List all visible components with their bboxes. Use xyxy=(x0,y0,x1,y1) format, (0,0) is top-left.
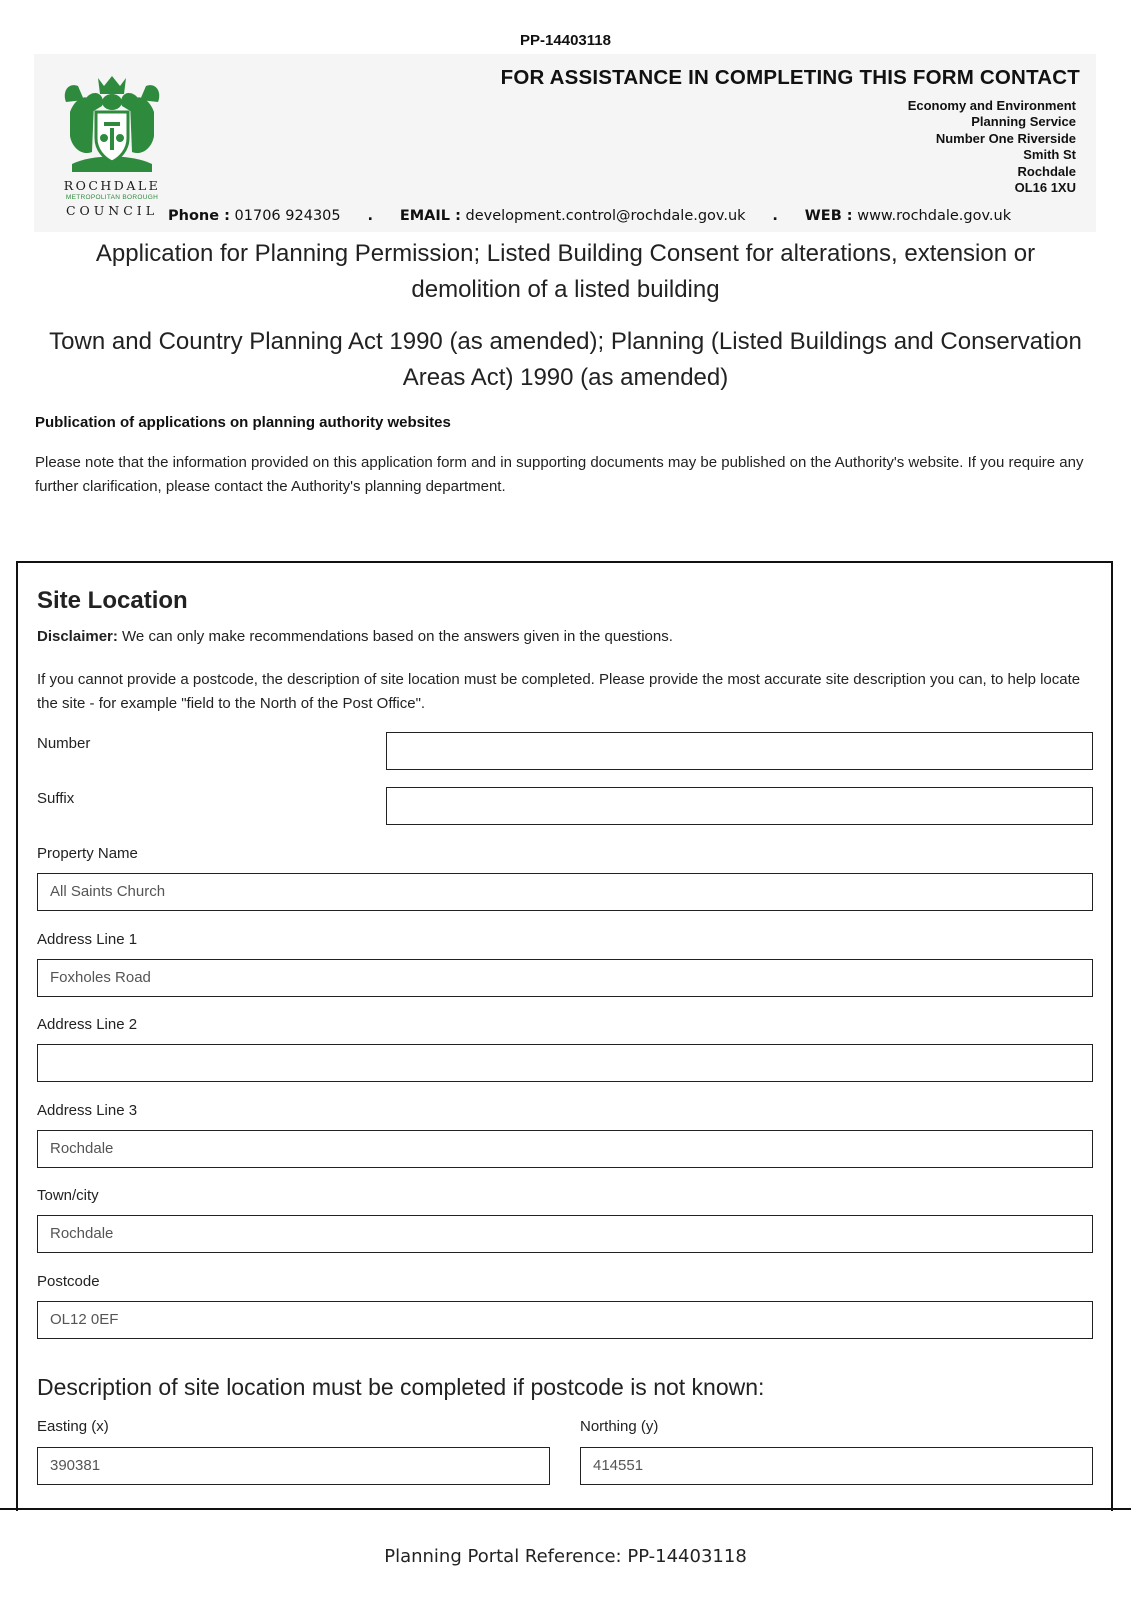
address-line: Economy and Environment xyxy=(907,98,1076,113)
phone-number: 01706 924305 xyxy=(234,208,341,224)
address-line: Smith St xyxy=(1023,147,1076,163)
application-title: Application for Planning Permission; Listed Building Consent for alterations, extension or demolition of a listed building xyxy=(95,240,1036,303)
address-line-1-label: Address Line 1 xyxy=(37,931,138,948)
suffix-label: Suffix xyxy=(37,790,75,807)
contact-address xyxy=(908,98,1076,196)
address-line-2-field[interactable] xyxy=(37,1044,1093,1082)
web-address: www.rochdale.gov.uk xyxy=(857,208,1012,224)
email-address: development.control@rochdale.gov.uk xyxy=(465,208,746,224)
page-divider xyxy=(0,1508,1131,1510)
web-label: WEB : xyxy=(804,208,853,224)
contact-banner xyxy=(34,54,1096,232)
disclaimer-text: We can only make recommendations based on the answers given in the questions. xyxy=(117,628,673,645)
council-crest-logo xyxy=(62,72,162,177)
number-field[interactable] xyxy=(386,732,1093,770)
contact-details xyxy=(168,208,1098,224)
easting-label: Easting (x) xyxy=(37,1418,109,1435)
logo-council-text: COUNCIL xyxy=(65,203,159,218)
number-label: Number xyxy=(37,735,91,752)
northing-label: Northing (y) xyxy=(580,1418,659,1435)
site-location-info: If you cannot provide a postcode, the description of site location must be completed. Please provide the most accurate site description you can, to help locate the site - for example "field to the North of the Post Office". xyxy=(37,671,1081,712)
address-line: OL16 1XU xyxy=(1014,180,1076,196)
description-heading: Description of site location must be completed if postcode is not known: xyxy=(37,1374,765,1400)
logo-borough-text: METROPOLITAN BOROUGH xyxy=(65,194,159,201)
address-line-2-label: Address Line 2 xyxy=(37,1016,138,1033)
assistance-heading: FOR ASSISTANCE IN COMPLETING THIS FORM CONTACT xyxy=(500,66,1080,89)
postcode-field[interactable]: OL12 0EF xyxy=(37,1301,1093,1339)
footer-reference: Planning Portal Reference: PP-14403118 xyxy=(384,1546,747,1567)
publication-text: Please note that the information provided on this application form and in supporting documents may be published on the Authority's website. If you require any further clarification, please contact the Authority's planning department. xyxy=(35,454,1084,495)
easting-field[interactable]: 390381 xyxy=(37,1447,550,1485)
property-name-label: Property Name xyxy=(37,845,138,862)
postcode-label: Postcode xyxy=(37,1273,100,1290)
address-line: Rochdale xyxy=(1017,163,1076,179)
separator-dot: . xyxy=(367,208,373,224)
site-location-title: Site Location xyxy=(37,587,188,614)
disclaimer xyxy=(37,628,673,645)
northing-field[interactable]: 414551 xyxy=(580,1447,1093,1485)
address-line-3-label: Address Line 3 xyxy=(37,1102,138,1119)
address-line-1-field[interactable]: Foxholes Road xyxy=(37,959,1093,997)
suffix-field[interactable] xyxy=(386,787,1093,825)
address-line-3-field[interactable]: Rochdale xyxy=(37,1130,1093,1168)
publication-heading: Publication of applications on planning authority websites xyxy=(35,414,451,431)
address-line: Number One Riverside xyxy=(935,130,1076,146)
email-label: EMAIL : xyxy=(399,208,461,224)
phone-label: Phone : xyxy=(168,208,230,224)
reference-number: PP-14403118 xyxy=(520,32,611,49)
town-city-label: Town/city xyxy=(37,1187,99,1204)
separator-dot: . xyxy=(772,208,778,224)
address-line: Planning Service xyxy=(971,114,1076,130)
legislation-title: Town and Country Planning Act 1990 (as amended); Planning (Listed Buildings and Conservation Areas Act) 1990 (as amended) xyxy=(49,328,1082,391)
crest-icon xyxy=(62,72,162,177)
logo-rochdale-text: ROCHDALE xyxy=(63,178,161,193)
disclaimer-label: Disclaimer: xyxy=(37,628,118,645)
town-city-field[interactable]: Rochdale xyxy=(37,1215,1093,1253)
property-name-field[interactable]: All Saints Church xyxy=(37,873,1093,911)
